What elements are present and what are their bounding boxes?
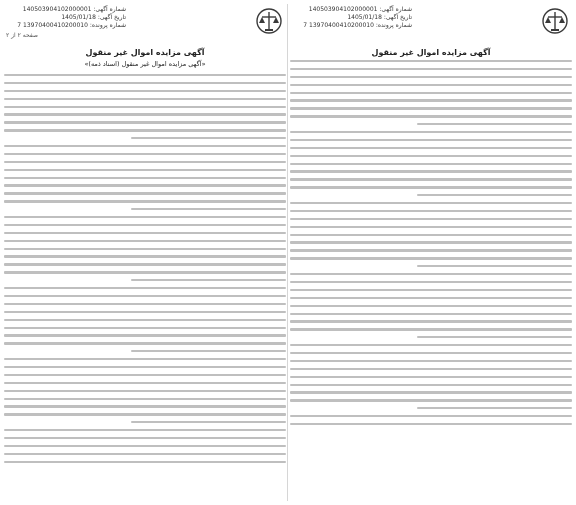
- body-text-line: [4, 98, 286, 100]
- meta-line: شماره پرونده: 13970400410200010 7: [17, 22, 126, 29]
- body-text-line: [4, 106, 286, 108]
- body-text-line: [4, 90, 286, 92]
- body-text-line: [290, 186, 572, 188]
- notice-left: [4, 4, 286, 501]
- body-text-line: [131, 137, 286, 139]
- body-text-line: [417, 407, 572, 409]
- body-text-line: [290, 115, 572, 117]
- body-text-line: [4, 398, 286, 400]
- body-text-line: [417, 194, 572, 196]
- body-text-line: [4, 358, 286, 360]
- body-text-line: [4, 200, 286, 202]
- body-text-line: [4, 405, 286, 407]
- body-text-line: [4, 113, 286, 115]
- body-text-line: [4, 232, 286, 234]
- body-text-line: [290, 352, 572, 354]
- body-text-line: [4, 342, 286, 344]
- body-text-line: [290, 202, 572, 204]
- judiciary-emblem-icon: [254, 6, 284, 36]
- body-text-line: [131, 208, 286, 210]
- body-text-line: [4, 248, 286, 250]
- body-text-line: [4, 192, 286, 194]
- notice-body: [4, 74, 286, 463]
- body-text-line: [4, 263, 286, 265]
- body-text-line: [4, 413, 286, 415]
- body-text-line: [290, 226, 572, 228]
- body-text-line: [4, 334, 286, 336]
- body-text-line: [290, 107, 572, 109]
- body-text-line: [4, 390, 286, 392]
- notice-meta: [292, 6, 412, 30]
- body-text-line: [4, 429, 286, 431]
- body-text-line: [290, 178, 572, 180]
- body-text-line: [4, 303, 286, 305]
- body-text-line: [4, 169, 286, 171]
- notice-subtitle: «آگهی مزایده اموال غیر منقول (اسناد ذمه)»: [84, 60, 206, 68]
- body-text-line: [4, 177, 286, 179]
- body-text-line: [4, 311, 286, 313]
- body-text-line: [4, 121, 286, 123]
- body-text-line: [4, 161, 286, 163]
- body-text-line: [4, 271, 286, 273]
- body-text-line: [4, 374, 286, 376]
- body-text-line: [417, 123, 572, 125]
- body-text-line: [290, 289, 572, 291]
- notice-header: [4, 4, 286, 48]
- body-text-line: [290, 368, 572, 370]
- meta-line: شماره آگهی: 140503904102000001: [308, 6, 412, 13]
- body-text-line: [290, 360, 572, 362]
- body-text-line: [290, 344, 572, 346]
- body-text-line: [290, 391, 572, 393]
- judiciary-emblem-icon: [540, 6, 570, 36]
- body-text-line: [4, 319, 286, 321]
- body-text-line: [290, 131, 572, 133]
- body-text-line: [290, 249, 572, 251]
- notice-body: [290, 60, 572, 425]
- body-text-line: [290, 163, 572, 165]
- notice-title: آگهی مزایده اموال غیر منقول: [85, 48, 205, 57]
- body-text-line: [4, 327, 286, 329]
- body-text-line: [290, 68, 572, 70]
- body-text-line: [290, 399, 572, 401]
- body-text-line: [4, 255, 286, 257]
- meta-line: تاریخ آگهی: 1405/01/18: [347, 14, 412, 21]
- meta-line: شماره پرونده: 13970400410200010 7: [303, 22, 412, 29]
- body-text-line: [290, 84, 572, 86]
- body-text-line: [4, 445, 286, 447]
- body-text-line: [4, 216, 286, 218]
- body-text-line: [290, 139, 572, 141]
- body-text-line: [290, 415, 572, 417]
- body-text-line: [4, 295, 286, 297]
- body-text-line: [290, 328, 572, 330]
- notice-right: [290, 4, 572, 501]
- body-text-line: [290, 92, 572, 94]
- body-text-line: [290, 423, 572, 425]
- body-text-line: [290, 376, 572, 378]
- body-text-line: [290, 155, 572, 157]
- body-text-line: [290, 273, 572, 275]
- body-text-line: [290, 241, 572, 243]
- body-text-line: [131, 350, 286, 352]
- body-text-line: [131, 279, 286, 281]
- body-text-line: [290, 257, 572, 259]
- body-text-line: [4, 129, 286, 131]
- body-text-line: [290, 147, 572, 149]
- body-text-line: [290, 305, 572, 307]
- body-text-line: [4, 437, 286, 439]
- body-text-line: [4, 366, 286, 368]
- body-text-line: [290, 210, 572, 212]
- body-text-line: [290, 384, 572, 386]
- body-text-line: [4, 224, 286, 226]
- page-label: صفحه ۲ از ۲: [6, 32, 38, 39]
- body-text-line: [4, 453, 286, 455]
- body-text-line: [290, 218, 572, 220]
- body-text-line: [417, 336, 572, 338]
- body-text-line: [290, 320, 572, 322]
- column-divider: [287, 4, 288, 501]
- body-text-line: [4, 74, 286, 76]
- body-text-line: [290, 234, 572, 236]
- body-text-line: [290, 313, 572, 315]
- body-text-line: [4, 382, 286, 384]
- body-text-line: [4, 184, 286, 186]
- body-text-line: [290, 281, 572, 283]
- notice-title: آگهی مزایده اموال غیر منقول: [371, 48, 491, 57]
- body-text-line: [290, 297, 572, 299]
- body-text-line: [4, 287, 286, 289]
- notice-meta: [6, 6, 126, 30]
- notice-header: [290, 4, 572, 48]
- meta-line: شماره آگهی: 140503904102000001: [22, 6, 126, 13]
- body-text-line: [290, 60, 572, 62]
- body-text-line: [4, 153, 286, 155]
- body-text-line: [131, 421, 286, 423]
- body-text-line: [4, 82, 286, 84]
- body-text-line: [290, 76, 572, 78]
- meta-line: تاریخ آگهی: 1405/01/18: [61, 14, 126, 21]
- body-text-line: [417, 265, 572, 267]
- body-text-line: [4, 240, 286, 242]
- body-text-line: [290, 99, 572, 101]
- body-text-line: [4, 145, 286, 147]
- body-text-line: [4, 461, 286, 463]
- body-text-line: [290, 170, 572, 172]
